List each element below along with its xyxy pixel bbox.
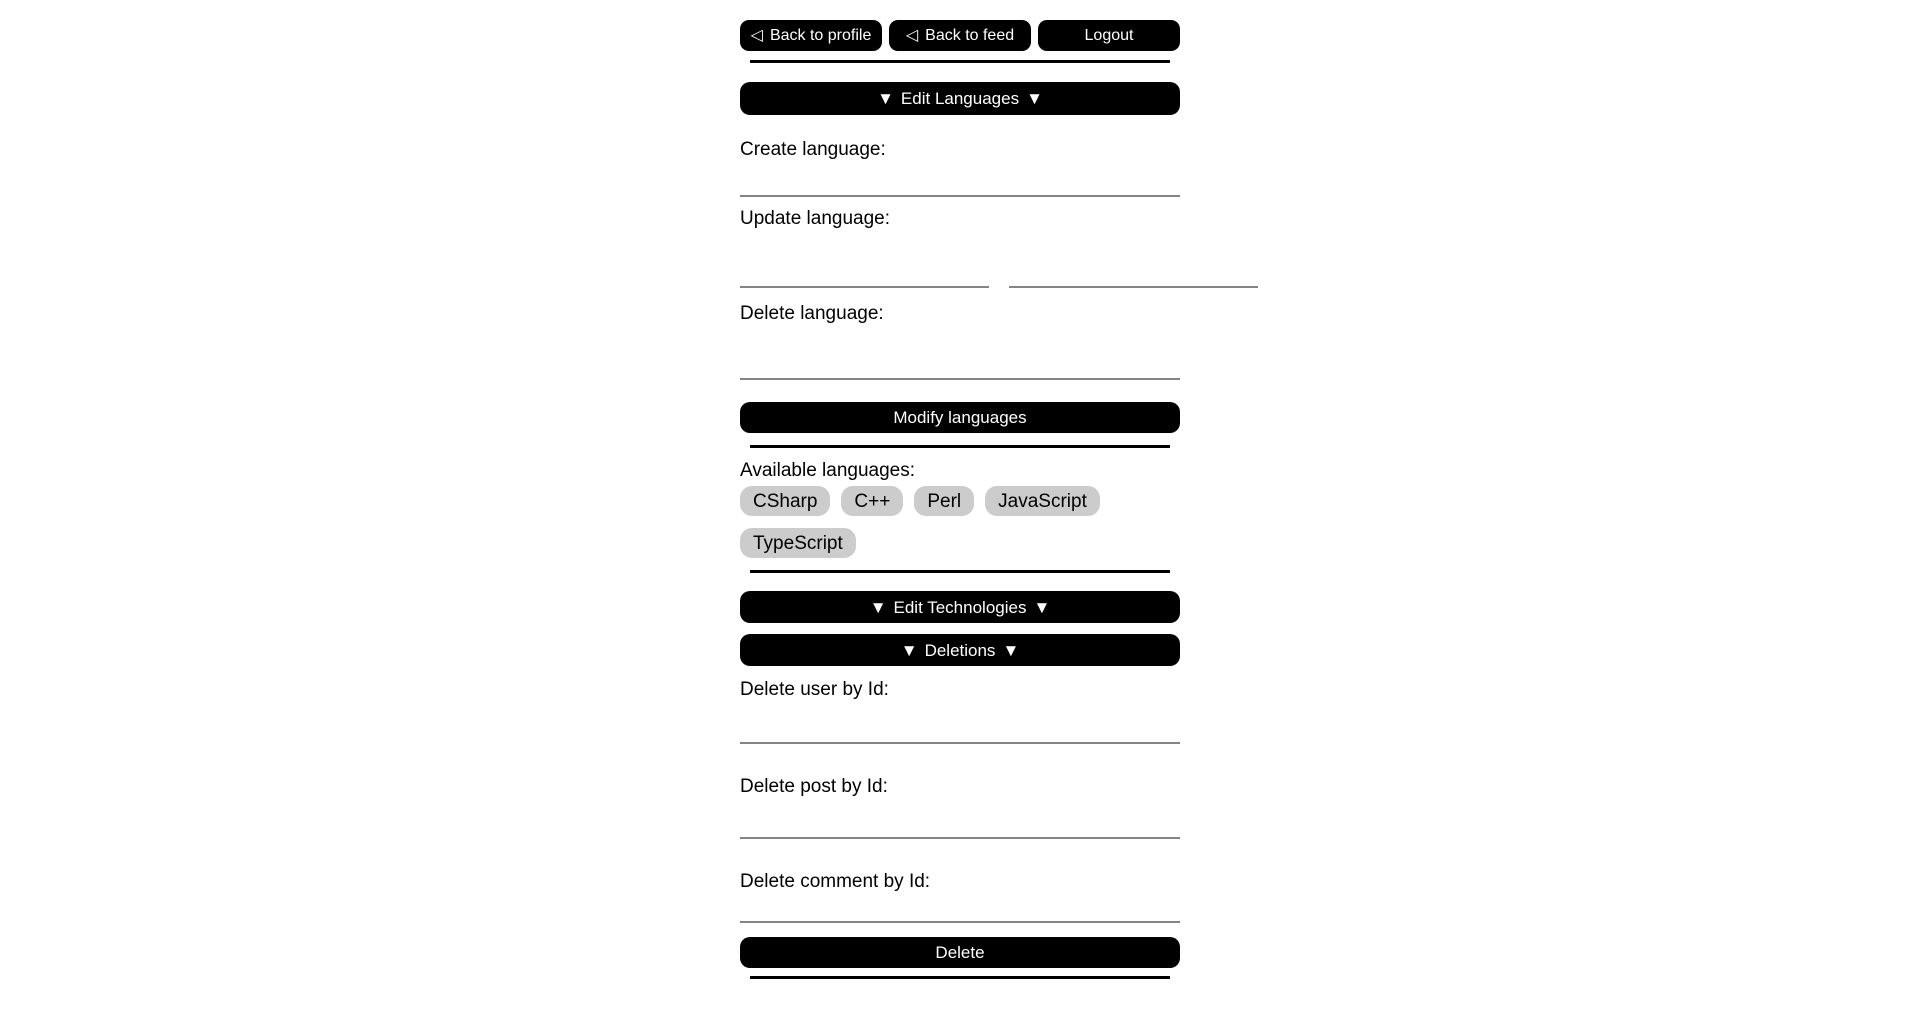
back-arrow-icon: ◁ bbox=[750, 26, 763, 44]
available-languages-label: Available languages: bbox=[740, 460, 916, 481]
create-language-input[interactable] bbox=[740, 161, 1180, 197]
admin-panel bbox=[740, 0, 1180, 979]
delete-comment-label: Delete comment by Id: bbox=[740, 871, 931, 892]
delete-post-id-input[interactable] bbox=[740, 803, 1180, 839]
delete-user-label: Delete user by Id: bbox=[740, 679, 889, 700]
chevron-down-icon: ▼ bbox=[900, 640, 918, 660]
delete-comment-id-input[interactable] bbox=[740, 893, 1180, 923]
update-language-input-1[interactable] bbox=[740, 252, 989, 288]
chevron-down-icon: ▼ bbox=[869, 597, 887, 617]
separator-line bbox=[750, 445, 1170, 448]
language-pill-perl[interactable]: Perl bbox=[914, 486, 974, 516]
separator-line bbox=[750, 976, 1170, 979]
chevron-down-icon: ▼ bbox=[1026, 89, 1043, 108]
chevron-down-icon: ▼ bbox=[1033, 597, 1051, 617]
deletions-toggle[interactable] bbox=[740, 634, 1180, 666]
logout-button[interactable] bbox=[1038, 20, 1180, 51]
language-pill-typescript[interactable]: TypeScript bbox=[740, 528, 856, 558]
separator-line bbox=[750, 60, 1170, 63]
back-to-feed-button[interactable] bbox=[889, 20, 1031, 51]
modify-languages-label: Modify languages bbox=[893, 408, 1027, 427]
delete-language-input[interactable] bbox=[740, 344, 1180, 380]
available-languages-list bbox=[740, 486, 1180, 558]
delete-user-id-input[interactable] bbox=[740, 708, 1180, 744]
toolbar bbox=[740, 20, 1180, 51]
chevron-down-icon: ▼ bbox=[1002, 640, 1020, 660]
back-arrow-icon: ◁ bbox=[905, 26, 919, 44]
edit-languages-toggle-label: Edit Languages bbox=[900, 89, 1020, 108]
language-pill-javascript[interactable]: JavaScript bbox=[985, 486, 1100, 516]
language-pill-cpp[interactable]: C++ bbox=[841, 486, 903, 516]
modify-languages-button[interactable] bbox=[740, 402, 1180, 433]
edit-technologies-toggle[interactable] bbox=[740, 591, 1180, 623]
back-to-profile-label: Back to profile bbox=[769, 26, 872, 44]
delete-button[interactable] bbox=[740, 937, 1180, 968]
edit-technologies-toggle-label: Edit Technologies bbox=[893, 597, 1027, 617]
back-to-profile-button[interactable] bbox=[740, 20, 882, 51]
back-to-feed-label: Back to feed bbox=[925, 26, 1015, 44]
separator-line bbox=[750, 570, 1170, 573]
deletions-toggle-label: Deletions bbox=[924, 640, 996, 660]
update-language-inputs bbox=[740, 252, 1180, 288]
edit-languages-toggle[interactable] bbox=[740, 82, 1180, 115]
delete-language-label: Delete language: bbox=[740, 303, 884, 324]
update-language-label: Update language: bbox=[740, 208, 891, 229]
create-language-label: Create language: bbox=[740, 139, 886, 160]
delete-label: Delete bbox=[935, 943, 985, 962]
logout-label: Logout bbox=[1084, 26, 1134, 44]
language-pill-csharp[interactable]: CSharp bbox=[740, 486, 830, 516]
delete-post-label: Delete post by Id: bbox=[740, 776, 888, 797]
chevron-down-icon: ▼ bbox=[877, 89, 894, 108]
update-language-input-2[interactable] bbox=[1009, 252, 1258, 288]
